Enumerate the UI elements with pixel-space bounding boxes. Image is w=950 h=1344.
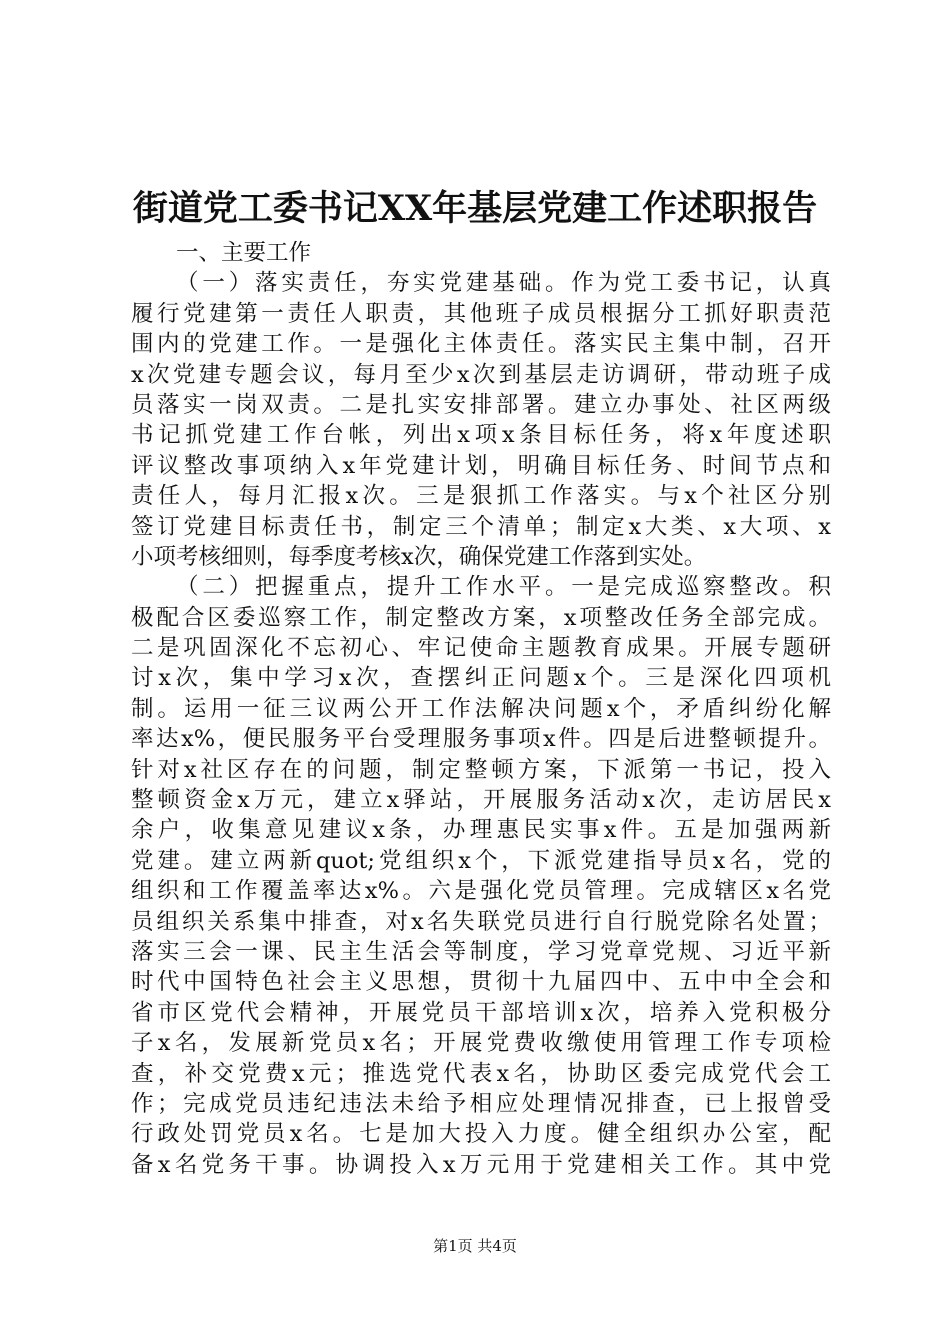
paragraph-line: 针对x社区存在的问题，制定整顿方案，下派第一书记，投入 — [131, 756, 831, 783]
page-footer: 第1页 共4页 — [433, 1237, 517, 1255]
paragraph-line: 落实三会一课、民主生活会等制度，学习党章党规、习近平新 — [131, 938, 831, 965]
paragraph-line: 签订党建目标责任书，制定三个清单；制定x大类、x大项、x — [131, 513, 831, 540]
paragraph-line: 制。运用一征三议两公开工作法解决问题x个，矛盾纠纷化解 — [131, 695, 831, 722]
paragraph-line: 履行党建第一责任人职责，其他班子成员根据分工抓好职责范 — [131, 300, 831, 327]
paragraph-line: 员落实一岗双责。二是扎实安排部署。建立办事处、社区两级 — [131, 391, 831, 418]
paragraph-line: 书记抓党建工作台帐，列出x项x条目标任务，将x年度述职 — [131, 422, 831, 449]
paragraph-line: 责任人，每月汇报x次。三是狠抓工作落实。与x个社区分别 — [131, 483, 831, 510]
paragraph-line: 评议整改事项纳入x年党建计划，明确目标任务、时间节点和 — [131, 452, 831, 479]
document-title: 街道党工委书记XX年基层党建工作述职报告 — [132, 188, 818, 229]
paragraph-line: 作；完成党员违纪违法未给予相应处理情况排查，已上报曾受 — [131, 1090, 831, 1117]
paragraph-line: 围内的党建工作。一是强化主体责任。落实民主集中制，召开 — [131, 331, 831, 358]
paragraph-line: （二）把握重点，提升工作水平。一是完成巡察整改。积 — [176, 574, 831, 601]
paragraph-line: 小项考核细则，每季度考核x次，确保党建工作落到实处。 — [131, 543, 707, 570]
paragraph-line: 组织和工作覆盖率达x%。六是强化党员管理。完成辖区x名党 — [131, 878, 831, 905]
paragraph-line: 党建。建立两新quot;党组织x个，下派党建指导员x名，党的 — [131, 847, 831, 874]
paragraph-line: 查，补交党费x元；推选党代表x名，协助区委完成党代会工 — [131, 1060, 831, 1087]
paragraph-line: 二是巩固深化不忘初心、牢记使命主题教育成果。开展专题研 — [131, 635, 831, 662]
section-heading: 一、主要工作 — [176, 240, 312, 266]
paragraph-line: 整顿资金x万元，建立x驿站，开展服务活动x次，走访居民x — [131, 787, 831, 814]
paragraph-line: 子x名，发展新党员x名；开展党费收缴使用管理工作专项检 — [131, 1030, 831, 1057]
document-body — [131, 238, 831, 1180]
paragraph-line: 讨x次，集中学习x次，查摆纠正问题x个。三是深化四项机 — [131, 665, 831, 692]
paragraph-line: 省市区党代会精神，开展党员干部培训x次，培养入党积极分 — [131, 999, 831, 1026]
paragraph-line: 员组织关系集中排查，对x名失联党员进行自行脱党除名处置； — [131, 908, 831, 935]
paragraph-line: （一）落实责任，夯实党建基础。作为党工委书记，认真 — [176, 270, 831, 297]
paragraph-line: x次党建专题会议，每月至少x次到基层走访调研，带动班子成 — [131, 361, 831, 388]
paragraph-line: 时代中国特色社会主义思想，贯彻十九届四中、五中中全会和 — [131, 969, 831, 996]
paragraph-line: 率达x%，便民服务平台受理服务事项x件。四是后进整顿提升。 — [131, 726, 831, 753]
paragraph-line: 余户，收集意见建议x条，办理惠民实事x件。五是加强两新 — [131, 817, 831, 844]
paragraph-line: 行政处罚党员x名。七是加大投入力度。健全组织办公室，配 — [131, 1121, 831, 1148]
paragraph-line: 备x名党务干事。协调投入x万元用于党建相关工作。其中党 — [131, 1151, 831, 1178]
paragraph-line: 极配合区委巡察工作，制定整改方案，x项整改任务全部完成。 — [131, 604, 831, 631]
